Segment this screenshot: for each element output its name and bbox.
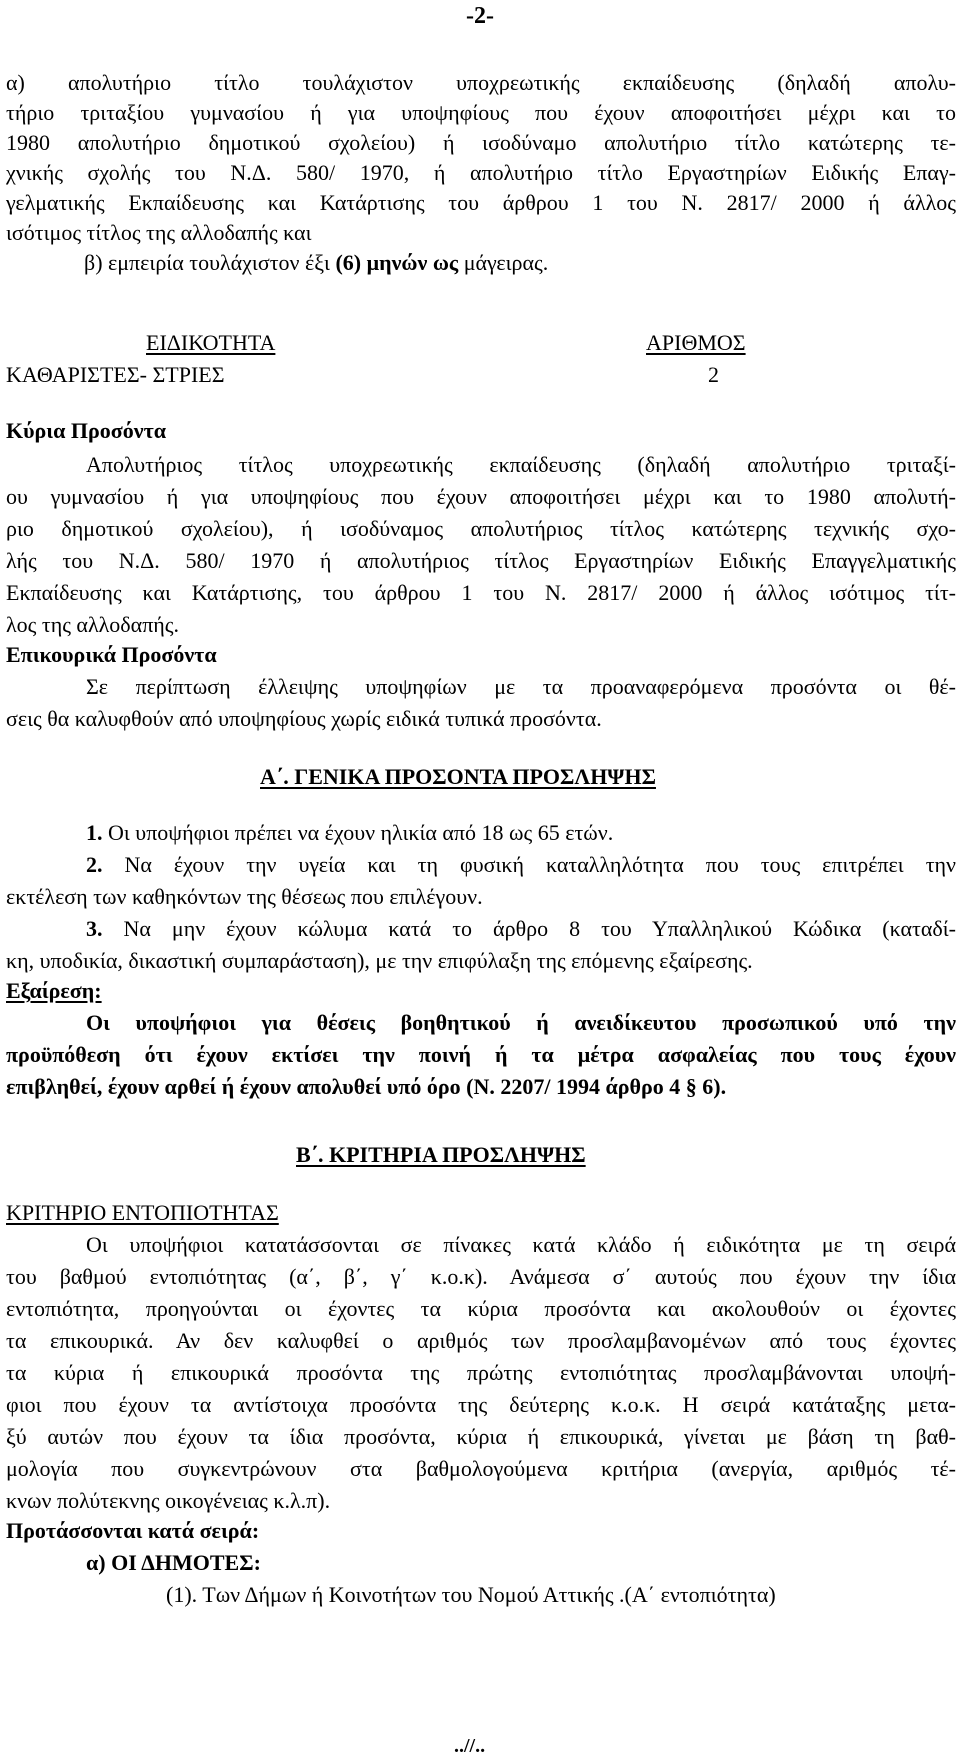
locality-criterion-heading: ΚΡΙΤΗΡΙΟ ΕΝΤΟΠΙΟΤΗΤΑΣ [6,1200,279,1225]
priority-heading: Προτάσσονται κατά σειρά: [6,1518,260,1543]
requirement-text: Να μην έχουν κώλυμα κατά το άρθρο 8 του Υπαλληλικού Κώδικα (καταδί- [102,916,956,941]
main-qualifications-line: ριο δημοτικού σχολείου), ή ισοδύναμος απολυτήριος τίτλος κατώτερης τεχνικής σχο- [6,516,956,541]
locality-criterion-line: ξύ αυτών που έχουν τα ίδια προσόντα, κύρια ή επικουρικά, γίνεται με βάση τη βαθ- [6,1424,956,1449]
specialty-name: ΚΑΘΑΡΙΣΤΕΣ- ΣΤΡΙΕΣ [6,362,225,387]
citizens-subheading: α) ΟΙ ΔΗΜΟΤΕΣ: [86,1550,261,1575]
locality-criterion-line: Οι υποψήφιοι κατατάσσονται σε πίνακες κατά κλάδο ή ειδικότητα με τη σειρά [86,1232,956,1257]
locality-criterion-line: μολογία που συγκεντρώνουν στα βαθμολογούμενα κριτήρια (ανεργία, αριθμός τέ- [6,1456,956,1481]
intro-line: γελματικής Εκπαίδευσης και Κατάρτισης του άρθρου 1 του Ν. 2817/ 2000 ή άλλος [6,190,956,215]
requirement-text: Οι υποψήφιοι πρέπει να έχουν ηλικία από 18 ως 65 ετών. [102,820,614,845]
requirement-item-2-continued: εκτέλεση των καθηκόντων της θέσεως που επιλέγουν. [6,884,483,909]
exception-line: προϋπόθεση ότι έχουν εκτίσει την ποινή ή τα μέτρα ασφαλείας που τους έχουν [6,1042,956,1067]
secondary-qualifications-heading: Επικουρικά Προσόντα [6,642,217,667]
requirement-number: 3. [86,916,103,941]
intro-line: τήριο τριταξίου γυμνασίου ή για υποψηφίους που έχουν αποφοιτήσει μέχρι και το [6,100,956,125]
specialty-column-header: ΕΙΔΙΚΟΤΗΤΑ [146,330,276,355]
requirement-number: 2. [86,852,103,877]
intro-experience-duration: (6) μηνών ως [335,250,459,275]
main-qualifications-line: λής του Ν.Δ. 580/ 1970 ή απολυτήριος τίτλος Εργαστηρίων Ειδικής Επαγγελματικής [6,548,956,573]
secondary-qualifications-line: σεις θα καλυφθούν από υποψηφίους χωρίς ειδικά τυπικά προσόντα. [6,706,602,731]
locality-criterion-line: τα επικουρικά. Αν δεν καλυφθεί ο αριθμός των προσλαμβανομένων από τους έχοντες [6,1328,956,1353]
exception-label: Εξαίρεση: [6,978,102,1003]
intro-line: 1980 απολυτήριο δημοτικού σχολείου) ή ισοδύναμο απολυτήριο τίτλο κατώτερης τε- [6,130,956,155]
locality-criterion-line: του βαθμού εντοπιότητας (α΄, β΄, γ΄ κ.ο.κ). Ανάμεσα σ΄ αυτούς που έχουν την ίδια [6,1264,956,1289]
hiring-criteria-heading: Β΄. ΚΡΙΤΗΡΙΑ ΠΡΟΣΛΗΨΗΣ [296,1142,586,1167]
intro-line: α) απολυτήριο τίτλο τουλάχιστον υποχρεωτικής εκπαίδευσης (δηλαδή απολυ- [6,70,956,95]
main-qualifications-heading: Κύρια Προσόντα [6,418,167,443]
page-number: -2- [466,3,494,29]
requirement-text: Να έχουν την υγεία και τη φυσική καταλληλότητα που τους επιτρέπει την [102,852,956,877]
secondary-qualifications-line: Σε περίπτωση έλλειψης υποψηφίων με τα προαναφερόμενα προσόντα οι θέ- [86,674,956,699]
main-qualifications-line: Απολυτήριος τίτλος υποχρεωτικής εκπαίδευσης (δηλαδή απολυτήριο τριταξί- [86,452,956,477]
continuation-mark: ..//.. [454,1735,486,1757]
requirement-item-3-continued: κη, υποδικία, δικαστική συμπαράσταση), με την επιφύλαξη της επόμενης εξαίρεσης. [6,948,753,973]
count-column-header: ΑΡΙΘΜΟΣ [646,330,746,355]
intro-experience-text: β) εμπειρία τουλάχιστον έξι [84,250,336,275]
requirement-item-2 [86,854,956,876]
locality-criterion-line: κνων πολύτεκνης οικογένειας κ.λ.π). [6,1488,331,1513]
main-qualifications-line: ου γυμνασίου ή για υποψηφίους που έχουν αποφοιτήσει μέχρι και το 1980 απολυτή- [6,484,956,509]
intro-line: χνικής σχολής του Ν.Δ. 580/ 1970, ή απολυτήριο τίτλο Εργαστηρίων Ειδικής Επαγ- [6,160,956,185]
main-qualifications-line: λος της αλλοδαπής. [6,612,180,637]
requirement-item-1 [86,822,613,844]
general-requirements-heading: Α΄. ΓΕΝΙΚΑ ΠΡΟΣΟΝΤΑ ΠΡΟΣΛΗΨΗΣ [260,764,656,789]
specialty-count: 2 [708,362,719,387]
locality-criterion-line: εντοπιότητα, προηγούνται οι έχοντες τα κύρια προσόντα και ακολουθούν οι έχοντες [6,1296,956,1321]
exception-line: επιβληθεί, έχουν αρθεί ή έχουν απολυθεί υπό όρο (Ν. 2207/ 1994 άρθρο 4 § 6). [6,1074,727,1099]
intro-experience-role: μάγειρας. [458,250,549,275]
intro-line: ισότιμος τίτλος της αλλοδαπής και [6,220,312,245]
intro-experience-line [84,252,548,274]
exception-line: Οι υποψήφιοι για θέσεις βοηθητικού ή ανειδίκευτου προσωπικού υπό την [86,1010,956,1035]
citizens-item-1: (1). Των Δήμων ή Κοινοτήτων του Νομού Αττικής .(Α΄ εντοπιότητα) [166,1582,776,1607]
locality-criterion-line: φιοι που έχουν τα αντίστοιχα προσόντα της δεύτερης κ.ο.κ. Η σειρά κατάταξης μετα- [6,1392,956,1417]
main-qualifications-line: Εκπαίδευσης και Κατάρτισης, του άρθρου 1 του Ν. 2817/ 2000 ή άλλος ισότιμος τίτ- [6,580,956,605]
requirement-number: 1. [86,820,103,845]
requirement-item-3 [86,918,956,940]
locality-criterion-line: τα κύρια ή επικουρικά προσόντα της πρώτης εντοπιότητας προσλαμβάνονται υποψή- [6,1360,956,1385]
